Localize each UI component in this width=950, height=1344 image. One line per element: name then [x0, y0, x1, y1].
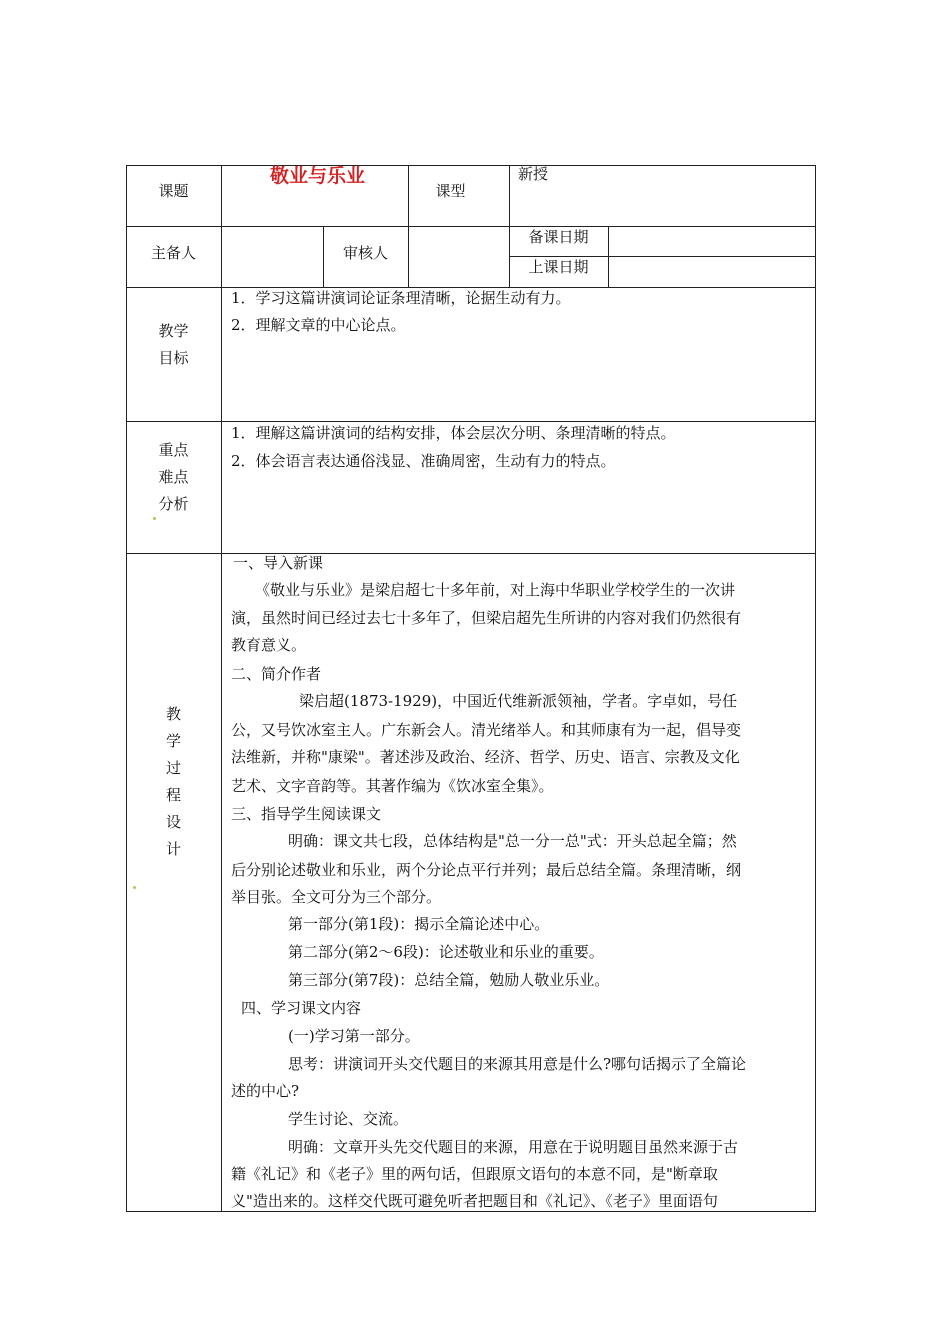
goal-item: 2．理解文章的中心论点。 — [231, 316, 406, 334]
process-line: 籍《礼记》和《老子》里的两句话，但跟原文语句的本意不同，是"断章取 — [231, 1165, 718, 1183]
process-line: 思考：讲演词开头交代题目的来源其用意是什么?哪句话揭示了全篇论 — [288, 1055, 747, 1073]
process-line: 梁启超(1873-1929)，中国近代维新派领袖，学者。字卓如，号任 — [299, 692, 738, 710]
col-divider-reviewer-value — [408, 226, 409, 287]
reviewer-label: 审核人 — [342, 244, 388, 262]
row-divider-3 — [126, 421, 816, 422]
process-line: 一、导入新课 — [233, 554, 324, 572]
goals-label-line1: 教学 — [158, 322, 189, 340]
subject-title: 敬业与乐业 — [270, 165, 366, 187]
key-label-line2: 难点 — [158, 468, 189, 486]
process-line: 明确：文章开头先交代题目的来源，用意在于说明题目虽然来源于古 — [288, 1138, 739, 1156]
process-line: 述的中心? — [231, 1082, 300, 1100]
process-line: 公，又号饮冰室主人。广东新会人。清光绪举人。和其师康有为一起，倡导变 — [231, 721, 742, 739]
stray-mark — [153, 517, 156, 520]
process-line: 二、简介作者 — [231, 665, 322, 683]
row-divider-1 — [126, 226, 816, 227]
table-border-bottom — [126, 1211, 816, 1212]
class-date-label: 上课日期 — [528, 258, 589, 276]
type-label: 课型 — [435, 182, 466, 200]
process-label-char: 过 — [165, 759, 181, 777]
process-line: 法维新，并称"康梁"。著述涉及政治、经济、哲学、历史、语言、宗教及文化 — [231, 748, 740, 766]
col-divider-date-value — [608, 226, 609, 287]
process-line: 学生讨论、交流。 — [288, 1110, 409, 1128]
process-label-char: 教 — [165, 705, 181, 723]
process-line: 《敬业与乐业》是梁启超七十多年前，对上海中华职业学校学生的一次讲 — [255, 581, 736, 599]
process-line: 教育意义。 — [231, 636, 307, 654]
row-divider-4 — [126, 553, 816, 554]
stray-mark — [133, 886, 136, 889]
key-point-item: 1．理解这篇讲演词的结构安排，体会层次分明、条理清晰的特点。 — [231, 424, 676, 442]
col-divider-label — [221, 165, 222, 1211]
table-border-top — [126, 165, 816, 166]
goals-label-line2: 目标 — [158, 349, 189, 367]
process-label-char: 程 — [165, 786, 181, 804]
key-label-line3: 分析 — [158, 495, 189, 513]
process-line: 第三部分(第7段)：总结全篇，勉励人敬业乐业。 — [288, 971, 610, 989]
key-label-line1: 重点 — [158, 441, 189, 459]
process-line: 演，虽然时间已经过去七十多年了，但梁启超先生所讲的内容对我们仍然很有 — [231, 609, 742, 627]
process-line: 四、学习课文内容 — [241, 999, 362, 1017]
type-value: 新授 — [518, 165, 549, 183]
table-border-right — [815, 165, 816, 1211]
process-line: 艺术、文字音韵等。其著作编为《饮冰室全集》。 — [231, 777, 554, 795]
process-line: 第一部分(第1段)：揭示全篇论述中心。 — [288, 915, 550, 933]
prep-date-label: 备课日期 — [528, 228, 589, 246]
process-line: 后分别论述敬业和乐业，两个分论点平行并列；最后总结全篇。条理清晰，纲 — [231, 861, 742, 879]
process-line: 义"造出来的。这样交代既可避免听者把题目和《礼记》、《老子》里面语句 — [231, 1192, 718, 1210]
goal-item: 1．学习这篇讲演词论证条理清晰，论据生动有力。 — [231, 289, 571, 307]
process-line: 三、指导学生阅读课文 — [231, 805, 382, 823]
process-label-char: 学 — [165, 732, 181, 750]
process-line: (一)学习第一部分。 — [288, 1027, 420, 1045]
preparer-label: 主备人 — [150, 244, 196, 262]
process-line: 明确：课文共七段，总体结构是"总一分一总"式：开头总起全篇；然 — [288, 832, 737, 850]
subject-label: 课题 — [158, 182, 189, 200]
process-line: 举目张。全文可分为三个部分。 — [231, 888, 442, 906]
key-point-item: 2．体会语言表达通俗浅显、准确周密，生动有力的特点。 — [231, 452, 616, 470]
process-label-char: 设 — [165, 813, 181, 831]
process-label-char: 计 — [165, 840, 181, 858]
process-line: 第二部分(第2～6段)：论述敬业和乐业的重要。 — [288, 943, 604, 961]
